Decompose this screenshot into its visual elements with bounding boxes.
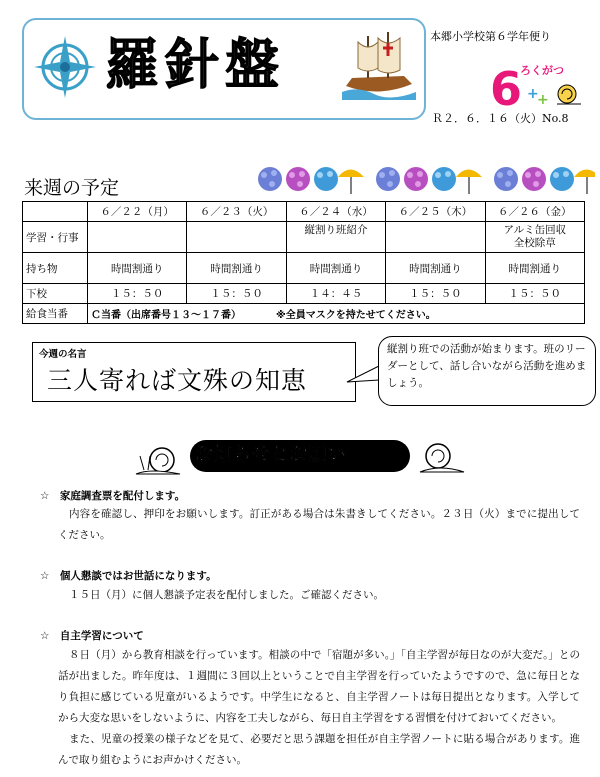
table-row xyxy=(23,202,585,222)
notice-item-heading: ☆ 個人懇談ではお世話になります。 xyxy=(40,570,217,582)
issue-date: Ｒ２．６．１６（火）No.8 xyxy=(432,112,569,125)
motto-callout: 縦割り班での活動が始まります。班のリーダーとして、話し合いながら活動を進めましょう。 xyxy=(378,336,596,406)
hydrangea-umbrella-decoration-icon xyxy=(250,162,595,196)
day-header: ６／２２（月） xyxy=(88,202,187,222)
grade-kana: ろくがつ xyxy=(520,64,564,77)
newsletter-title: 羅針盤 xyxy=(105,33,285,96)
notice-item-heading: ☆ 家庭調査票を配付します。 xyxy=(40,490,186,502)
row-label: 学習・行事 xyxy=(23,222,88,253)
notice-item-heading: ☆ 自主学習について xyxy=(40,630,144,642)
row-label: 持ち物 xyxy=(23,253,88,284)
table-cell: １５：５０ xyxy=(386,284,485,304)
notice-item-body: また、児童の授業の様子などを見て、必要だと思う課題を担任が自主学習ノートに貼る場合があります。進んで取り組むようにお声かけください。 xyxy=(58,733,580,766)
day-header: ６／２３（火） xyxy=(187,202,286,222)
motto-text: 三人寄れば文殊の知恵 xyxy=(47,366,308,395)
table-cell xyxy=(386,222,485,253)
table-cell: 時間割通り xyxy=(386,253,485,284)
svg-text:+: + xyxy=(537,92,549,108)
compass-icon xyxy=(30,32,100,102)
svg-text:+: + xyxy=(527,86,539,102)
day-header: ６／２４（水） xyxy=(286,202,385,222)
table-cell xyxy=(88,222,187,253)
row-label: 下校 xyxy=(23,284,88,304)
snail-icon xyxy=(525,78,585,108)
ship-icon xyxy=(338,26,418,106)
motto-label: 今週の名言 xyxy=(39,349,87,360)
school-name: 本郷小学校第６学年便り xyxy=(430,30,551,43)
row-label: 給食当番 xyxy=(23,304,88,324)
notice-item-body: 内容を確認し、押印をお願いします。訂正がある場合は朱書きしてください。２３日（火）までに提出してください。 xyxy=(58,508,580,541)
grade-number: 6 xyxy=(490,62,523,116)
snail-icon xyxy=(136,448,180,474)
table-row xyxy=(23,304,585,324)
schedule-table xyxy=(22,201,585,324)
snail-icon xyxy=(420,444,464,472)
notice-item-body: １５日（月）に個人懇談予定表を配付しました。ご確認ください。 xyxy=(69,589,384,601)
table-cell: 縦割り班紹介 xyxy=(286,222,385,253)
table-cell xyxy=(187,222,286,253)
table-row xyxy=(23,253,585,284)
table-cell: １４：４５ xyxy=(286,284,385,304)
notice-item-body: ８日（月）から教育相談を行っています。相談の中で「宿題が多い。」「自主学習が毎日なのが大変だ。」との話が出ました。昨年度は、１週間に３回以上ということで自主学習を行っていたようですので、急に毎日となり負担に感じている児童がいるようです。中学生になると、自主学習ノートは毎日提出となります。入学してから大変な思いをしないように、内容を工夫しながら、毎日自主学習をする習慣を付けておいてください。 xyxy=(58,649,580,724)
table-cell: アルミ缶回収 全校除草 xyxy=(485,222,584,253)
table-cell: １５：５０ xyxy=(187,284,286,304)
notice-title: お知らせとお願い xyxy=(195,444,347,465)
table-cell: 時間割通り xyxy=(187,253,286,284)
table-cell: 時間割通り xyxy=(485,253,584,284)
table-cell: １５：５０ xyxy=(485,284,584,304)
schedule-title: 来週の予定 xyxy=(24,177,120,199)
table-row xyxy=(23,222,585,253)
table-row xyxy=(23,284,585,304)
table-cell: 時間割通り xyxy=(286,253,385,284)
day-header: ６／２５（木） xyxy=(386,202,485,222)
table-cell: 時間割通り xyxy=(88,253,187,284)
table-cell: １５：５０ xyxy=(88,284,187,304)
day-header: ６／２６（金） xyxy=(485,202,584,222)
lunch-duty: Ｃ当番（出席番号１３～１７番） ※全員マスクを持たせてください。 xyxy=(88,304,585,324)
